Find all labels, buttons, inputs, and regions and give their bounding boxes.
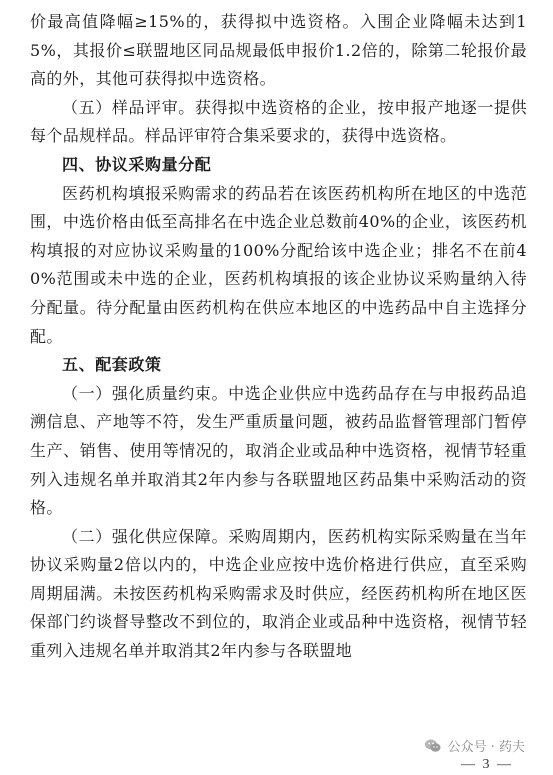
watermark-text: 公众号 · 药夫 <box>447 740 525 755</box>
paragraph-quality-constraint: （一）强化质量约束。中选企业供应中选药品存在与申报药品追溯信息、产地等不符，发生严重质量问题，被药品监督管理部门暂停生产、销售、使用等情况的，取消企业或品种中选资格，视情节轻重列入违规名单并取消其2年内参与各联盟地区药品集中采购活动的资格。 <box>30 383 527 518</box>
paragraph-supply-guarantee: （二）强化供应保障。采购周期内，医药机构实际采购量在当年协议采购量2倍以内的，中选企业应按中选价格进行供应，直至采购周期届满。未按医药机构采购需求及时供应，经医药机构所在地区医保部门约谈督导整改不到位的，取消企业或品种中选资格，视情节轻重列入违规名单并取消其2年内参与各联盟地 <box>30 526 527 661</box>
heading-procurement-allocation: 四、协议采购量分配 <box>62 154 212 174</box>
paragraph-sample-review: （五）样品评审。获得拟中选资格的企业，按申报产地逐一提供每个品规样品。样品评审符合集采要求的，获得中选资格。 <box>30 97 527 146</box>
heading-supporting-policies: 五、配套政策 <box>62 355 162 375</box>
wechat-icon <box>424 737 442 755</box>
watermark <box>424 736 525 755</box>
page-number: — 3 — <box>461 757 513 772</box>
paragraph-allocation-rules: 医药机构填报采购需求的药品若在该医药机构所在地区的中选范围，中选价格由低至高排名在中选企业总数前40%的企业，该医药机构填报的对应协议采购量的100%分配给该中选企业；排名不在前40%范围或未中选的企业，医药机构填报的该企业协议采购量纳入待分配量。待分配量由医药机构在供应本地区的中选药品中自主选择分配。 <box>30 183 527 346</box>
paragraph-price-cut: 价最高值降幅≥15%的，获得拟中选资格。入围企业降幅未达到15%，其报价≤联盟地区同品规最低申报价1.2倍的，除第二轮报价最高的外，其他可获得拟中选资格。 <box>30 12 527 89</box>
